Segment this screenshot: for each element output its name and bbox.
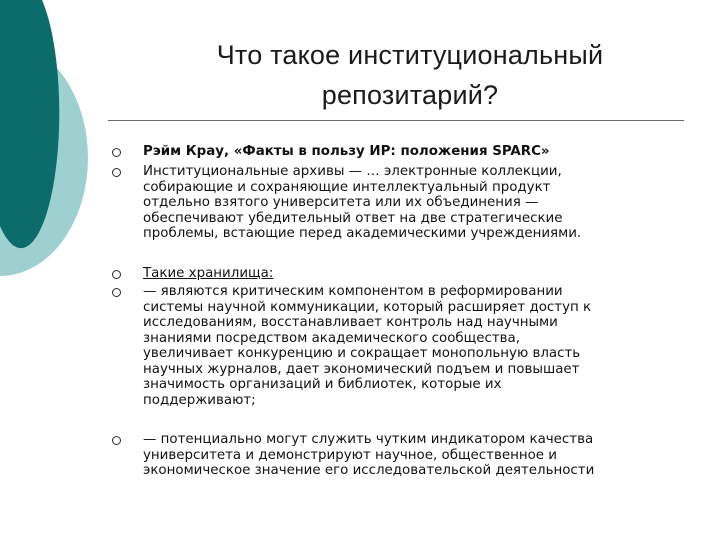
- text-line: исследованиям, восстанавливает контроль над научными: [143, 315, 558, 330]
- text-line: — являются критическим компонентом в реформировании: [143, 284, 563, 299]
- text-line: отдельно взятого университета или их объединения —: [143, 195, 539, 210]
- bullet-icon: [112, 288, 121, 297]
- bullet-icon: [112, 148, 121, 157]
- bullet-icon: [112, 436, 121, 445]
- slide-title: [140, 35, 680, 115]
- text-line: обеспечивают убедительный ответ на две стратегические: [143, 210, 563, 226]
- text-line: значимость организаций и библиотек, которые их: [143, 377, 502, 392]
- source-citation: Рэйм Крау, «Факты в пользу ИР: положения SPARC»: [143, 144, 550, 159]
- title-divider: [108, 120, 684, 121]
- text-line: проблемы, встающие перед академическими учреждениями.: [143, 226, 582, 241]
- section-heading: Такие хранилища:: [143, 266, 274, 281]
- text-line: увеличивает конкуренцию и сокращает монопольную власть: [143, 346, 581, 361]
- text-line: собирающие и сохраняющие интеллектуальный продукт: [143, 179, 551, 195]
- text-line: научных журналов, дает экономический подъем и повышает: [143, 361, 580, 377]
- title-line-2: репозитарий?: [321, 80, 499, 110]
- bullet-icon: [112, 270, 121, 279]
- title-line-1: Что такое институциональный: [216, 40, 604, 70]
- text-line: системы научной коммуникации, который расширяет доступ к: [143, 299, 592, 315]
- text-line: — потенциально могут служить чутким индикатором качества: [143, 432, 594, 447]
- text-line: экономическое значение его исследовательской деятельности: [143, 463, 595, 478]
- text-line: Институциональные архивы — … электронные коллекции,: [143, 164, 562, 179]
- text-line: поддерживают;: [143, 392, 256, 408]
- text-line: знаниями посредством академического сообщества,: [143, 330, 521, 346]
- text-line: университета и демонстрируют научное, общественное и: [143, 447, 557, 463]
- bullet-icon: [112, 168, 121, 177]
